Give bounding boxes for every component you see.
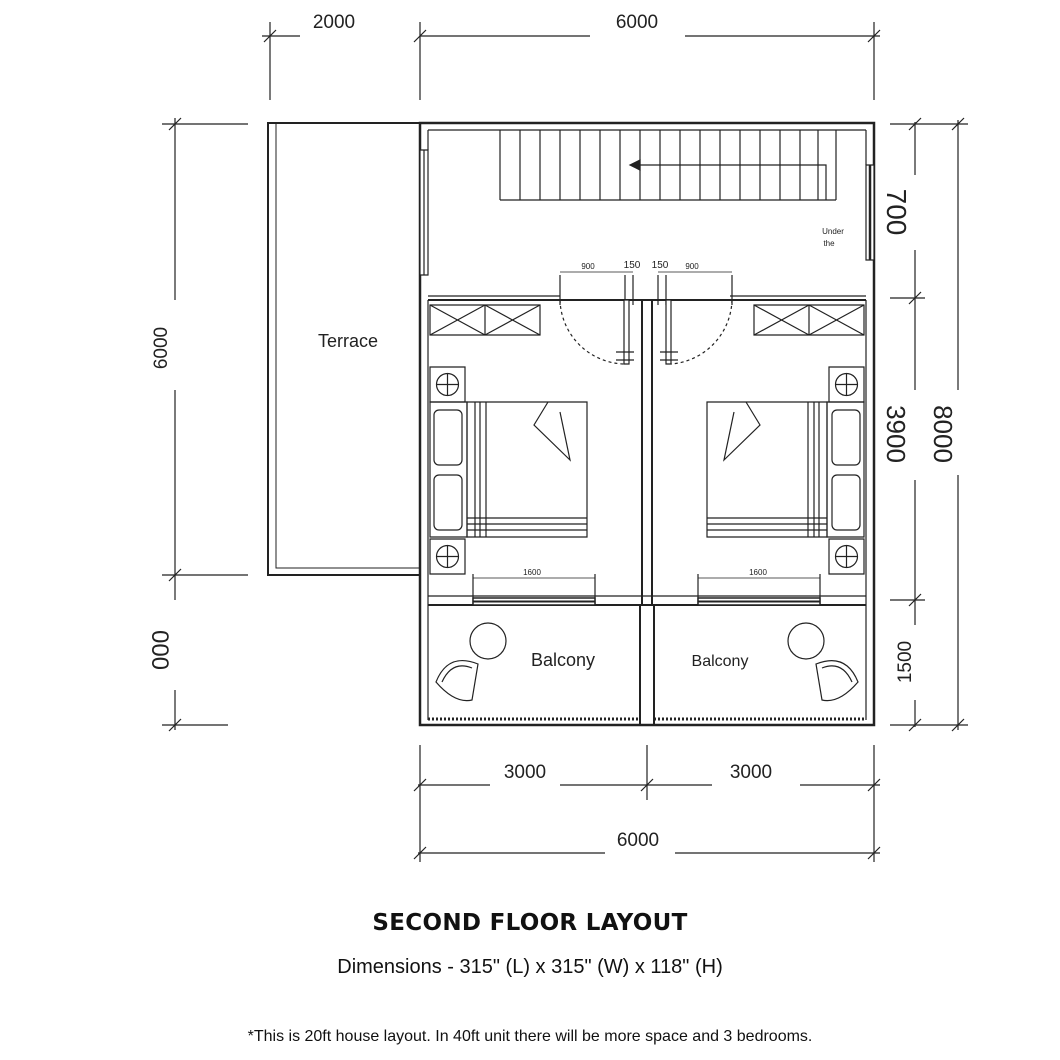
- side-windows: [420, 150, 874, 275]
- dim-right-balcony: 1500: [895, 640, 916, 684]
- dim-bottom-total: 6000: [616, 830, 660, 851]
- room-label-terrace: Terrace: [317, 331, 379, 351]
- dim-left-lower: 000: [146, 629, 173, 671]
- layout-title: SECOND FLOOR LAYOUT: [372, 910, 688, 936]
- building-walls: [420, 123, 874, 725]
- staircase: [500, 130, 836, 200]
- dim-right-rooms: 3900: [881, 405, 911, 463]
- dim-door-right-width: 900: [685, 262, 699, 271]
- bed-right: [707, 367, 864, 574]
- dim-door-left-jamb: 150: [623, 260, 641, 271]
- bedroom-window-left: [473, 574, 595, 605]
- room-label-balcony-right: Balcony: [691, 653, 749, 670]
- dimension-top: [262, 22, 880, 100]
- room-label-balcony-left: Balcony: [530, 650, 596, 670]
- dim-top-left: 2000: [312, 12, 356, 33]
- bedroom-window-right: [698, 574, 820, 605]
- layout-footnote: *This is 20ft house layout. In 40ft unit there will be more space and 3 bedrooms.: [247, 1028, 813, 1045]
- dim-bottom-left: 3000: [503, 762, 547, 783]
- door-left: [560, 272, 634, 364]
- door-right: [658, 272, 732, 364]
- stair-note-line-2: the: [823, 239, 835, 248]
- dim-window-right: 1600: [749, 568, 767, 577]
- dimension-left: [162, 118, 248, 731]
- bed-left: [430, 367, 587, 574]
- balcony-furniture-right: [788, 623, 858, 701]
- layout-dimensions: Dimensions - 315" (L) x 315" (W) x 118" (H): [337, 956, 723, 978]
- dim-door-left-width: 900: [581, 262, 595, 271]
- dim-door-right-jamb: 150: [651, 260, 669, 271]
- dim-right-total: 8000: [928, 405, 958, 463]
- dim-right-stair: 700: [881, 188, 912, 236]
- dim-left-upper: 6000: [151, 326, 172, 370]
- balcony-furniture-left: [436, 623, 506, 701]
- stair-note-line-1: Under: [822, 227, 844, 236]
- dim-top-right: 6000: [615, 12, 659, 33]
- wardrobe-right: [754, 305, 864, 335]
- dim-window-left: 1600: [523, 568, 541, 577]
- dim-bottom-right: 3000: [729, 762, 773, 783]
- wardrobe-left: [430, 305, 540, 335]
